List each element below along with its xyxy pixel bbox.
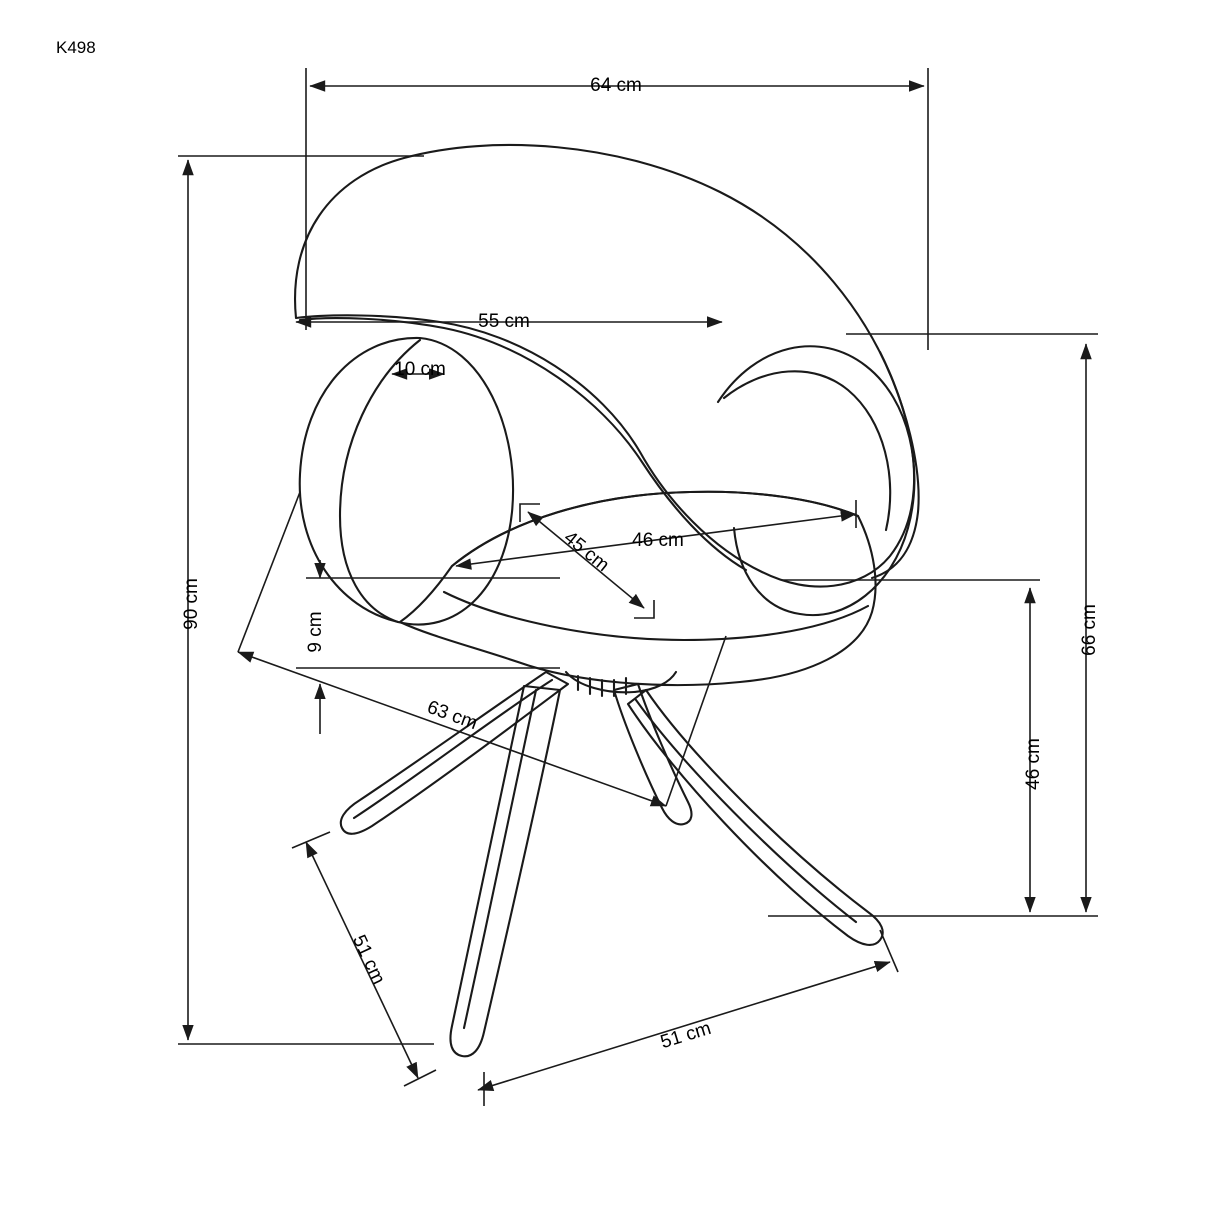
tick-51-right-right (880, 930, 898, 972)
dim-label-base-span-right: 51 cm (658, 1017, 714, 1054)
backrest-right-edge (872, 352, 919, 578)
armrest-right-inner (724, 371, 890, 530)
chair-illustration (295, 145, 919, 1056)
ext-63-upper (238, 492, 300, 652)
model-code-label: K498 (56, 38, 96, 57)
seat-underside-line (444, 592, 868, 640)
backrest-shell (295, 145, 914, 587)
dim-label-cushion-height: 9 cm (305, 611, 326, 653)
dim-label-overall-width: 64 cm (590, 75, 642, 96)
dim-label-overall-height: 90 cm (181, 578, 202, 630)
dim-label-seat-height: 46 cm (1023, 738, 1044, 790)
armrest-right (718, 346, 914, 615)
dim-label-armrest-thickness: 10 cm (394, 359, 446, 380)
dim-label-overall-depth: 63 cm (424, 696, 481, 735)
dim-label-base-span-left: 51 cm (348, 931, 389, 988)
armrest-left-inner (340, 340, 420, 622)
leg-inner-line-backleft (354, 680, 552, 818)
dim-63 (238, 652, 666, 806)
dim-label-backrest-width: 55 cm (478, 311, 530, 332)
dim-label-armrest-height: 66 cm (1079, 604, 1100, 656)
leg-inner-line-left (464, 690, 536, 1028)
ext-63-lower (666, 636, 726, 806)
dim-label-seat-depth: 45 cm (559, 527, 614, 577)
tick-51-left-bot (404, 1070, 436, 1086)
tick-51-left-top (292, 832, 330, 848)
leg-front-right (628, 690, 883, 945)
dim-label-seat-width: 46 cm (632, 530, 684, 551)
leg-front-left (450, 686, 560, 1056)
dimension-lines (178, 68, 1098, 1106)
leg-inner-line-right (636, 700, 856, 922)
